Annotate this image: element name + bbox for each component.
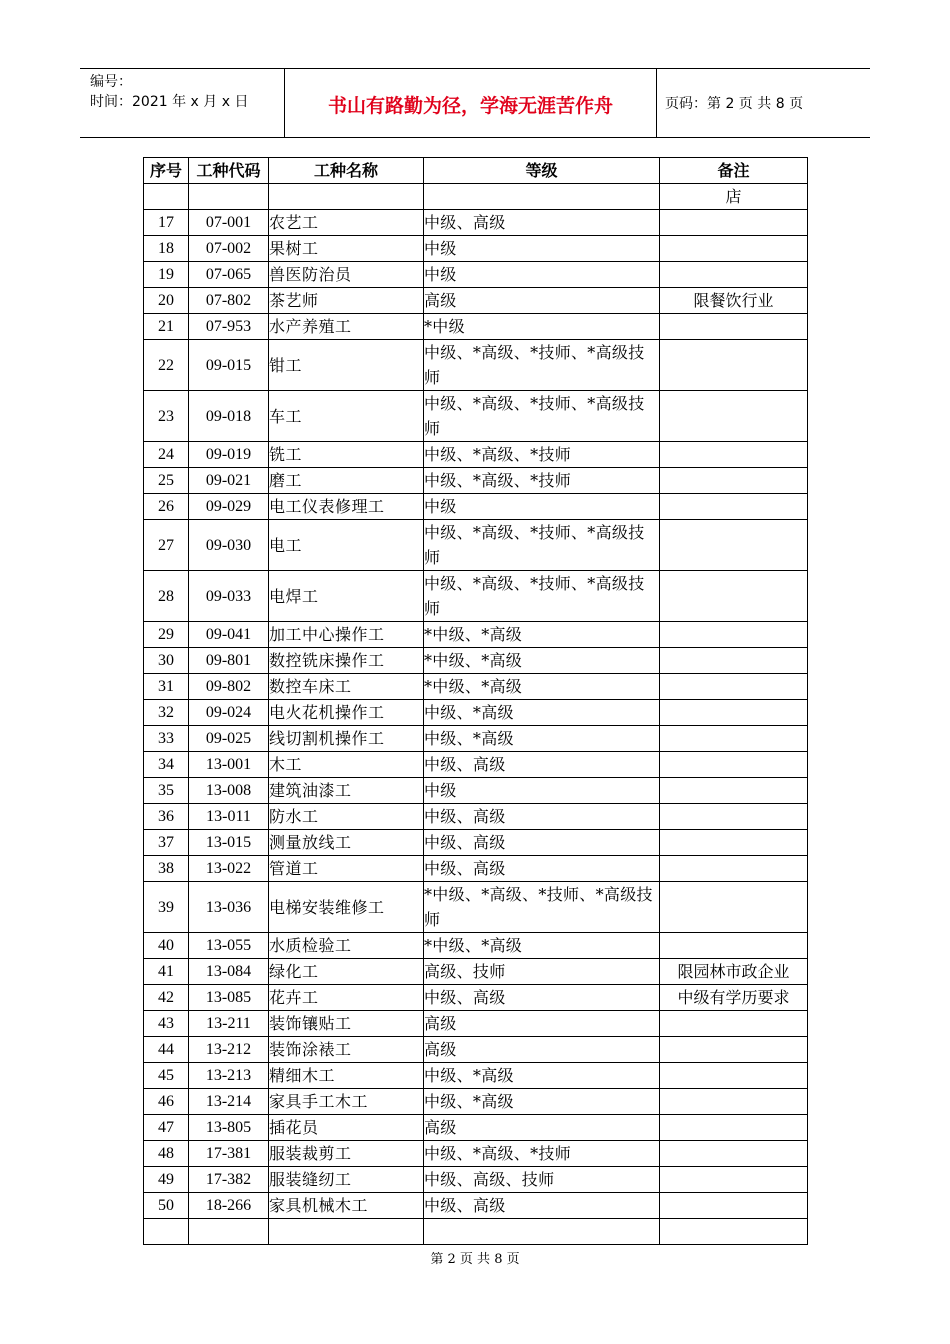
cell-name: 测量放线工 <box>269 830 424 856</box>
cell-name: 建筑油漆工 <box>269 778 424 804</box>
document-time-label: 时间：2021 年 x 月 x 日 <box>90 94 249 110</box>
cell-no: 50 <box>144 1193 189 1219</box>
cell-name: 数控铣床操作工 <box>269 648 424 674</box>
cell-name: 装饰涂裱工 <box>269 1037 424 1063</box>
header-motto-cell <box>285 69 657 137</box>
cell-code: 09-033 <box>189 571 269 622</box>
table-row <box>144 1011 808 1037</box>
cell-code: 07-001 <box>189 210 269 236</box>
cell-code: 13-213 <box>189 1063 269 1089</box>
cell-grade: 中级、高级 <box>424 210 660 236</box>
cell-name: 绿化工 <box>269 959 424 985</box>
cell-note <box>660 700 808 726</box>
table-row <box>144 314 808 340</box>
cell-grade: *中级、*高级、*技师、*高级技师 <box>424 882 660 933</box>
cell-no: 25 <box>144 468 189 494</box>
cell-grade: 中级、高级 <box>424 856 660 882</box>
cell-grade: 中级、*高级 <box>424 1063 660 1089</box>
table-row <box>144 1167 808 1193</box>
cell-grade: 中级、高级 <box>424 804 660 830</box>
cell-code: 13-022 <box>189 856 269 882</box>
cell-note <box>660 1037 808 1063</box>
cell-code: 13-214 <box>189 1089 269 1115</box>
cell-name: 磨工 <box>269 468 424 494</box>
cell-note <box>660 520 808 571</box>
table-row <box>144 804 808 830</box>
cell-name: 防水工 <box>269 804 424 830</box>
cell-no: 44 <box>144 1037 189 1063</box>
cell-grade: 中级、*高级 <box>424 1089 660 1115</box>
cell-code: 13-036 <box>189 882 269 933</box>
cell-note <box>660 648 808 674</box>
cell-code: 09-024 <box>189 700 269 726</box>
cell-name: 电工 <box>269 520 424 571</box>
cell-grade: *中级 <box>424 314 660 340</box>
column-header-note: 备注 <box>660 158 808 184</box>
cell-no: 18 <box>144 236 189 262</box>
cell-no: 29 <box>144 622 189 648</box>
table-row <box>144 184 808 210</box>
cell-grade: 高级 <box>424 1011 660 1037</box>
table-row <box>144 985 808 1011</box>
cell-grade <box>424 1219 660 1245</box>
cell-no: 30 <box>144 648 189 674</box>
column-header-name: 工种名称 <box>269 158 424 184</box>
table-row <box>144 391 808 442</box>
cell-note <box>660 1141 808 1167</box>
header-motto: 书山有路勤为径，学海无涯苦作舟 <box>327 95 613 117</box>
cell-code: 13-084 <box>189 959 269 985</box>
cell-code: 07-002 <box>189 236 269 262</box>
header-page-cell <box>657 69 870 137</box>
cell-no: 19 <box>144 262 189 288</box>
cell-no: 20 <box>144 288 189 314</box>
table-row <box>144 648 808 674</box>
cell-name: 木工 <box>269 752 424 778</box>
cell-note <box>660 314 808 340</box>
cell-grade <box>424 184 660 210</box>
cell-no: 26 <box>144 494 189 520</box>
cell-name: 精细木工 <box>269 1063 424 1089</box>
cell-name <box>269 1219 424 1245</box>
cell-no: 32 <box>144 700 189 726</box>
cell-no: 35 <box>144 778 189 804</box>
table-row <box>144 1037 808 1063</box>
cell-no: 37 <box>144 830 189 856</box>
cell-note <box>660 1011 808 1037</box>
cell-grade: 高级 <box>424 1115 660 1141</box>
cell-no: 22 <box>144 340 189 391</box>
cell-note <box>660 494 808 520</box>
cell-code: 09-030 <box>189 520 269 571</box>
cell-no: 48 <box>144 1141 189 1167</box>
cell-note <box>660 804 808 830</box>
cell-no <box>144 184 189 210</box>
cell-note: 限餐饮行业 <box>660 288 808 314</box>
cell-grade: 高级 <box>424 1037 660 1063</box>
cell-name: 插花员 <box>269 1115 424 1141</box>
cell-no: 41 <box>144 959 189 985</box>
cell-code: 17-382 <box>189 1167 269 1193</box>
table-row <box>144 959 808 985</box>
cell-note: 店 <box>660 184 808 210</box>
table-row <box>144 468 808 494</box>
cell-note <box>660 340 808 391</box>
table-row <box>144 520 808 571</box>
cell-code: 09-019 <box>189 442 269 468</box>
table-row <box>144 1115 808 1141</box>
cell-no: 17 <box>144 210 189 236</box>
cell-name: 管道工 <box>269 856 424 882</box>
cell-no: 47 <box>144 1115 189 1141</box>
cell-no: 45 <box>144 1063 189 1089</box>
cell-name: 钳工 <box>269 340 424 391</box>
table-row <box>144 494 808 520</box>
column-header-no: 序号 <box>144 158 189 184</box>
cell-note <box>660 674 808 700</box>
cell-name: 农艺工 <box>269 210 424 236</box>
cell-name: 铣工 <box>269 442 424 468</box>
cell-note: 中级有学历要求 <box>660 985 808 1011</box>
table-row <box>144 726 808 752</box>
column-header-code: 工种代码 <box>189 158 269 184</box>
cell-grade: 中级、高级 <box>424 1193 660 1219</box>
cell-no <box>144 1219 189 1245</box>
cell-grade: 中级 <box>424 262 660 288</box>
cell-name: 电工仪表修理工 <box>269 494 424 520</box>
table-row <box>144 442 808 468</box>
cell-name: 电焊工 <box>269 571 424 622</box>
cell-code <box>189 184 269 210</box>
column-header-grade: 等级 <box>424 158 660 184</box>
table-row <box>144 571 808 622</box>
cell-name: 服装裁剪工 <box>269 1141 424 1167</box>
cell-name: 家具手工木工 <box>269 1089 424 1115</box>
cell-name: 兽医防治员 <box>269 262 424 288</box>
cell-grade: 中级、*高级 <box>424 700 660 726</box>
cell-note <box>660 622 808 648</box>
cell-no: 33 <box>144 726 189 752</box>
cell-note <box>660 236 808 262</box>
cell-no: 34 <box>144 752 189 778</box>
cell-grade: 中级 <box>424 494 660 520</box>
table-row <box>144 262 808 288</box>
cell-name: 果树工 <box>269 236 424 262</box>
cell-note <box>660 1193 808 1219</box>
cell-grade: 高级 <box>424 288 660 314</box>
table-row <box>144 1193 808 1219</box>
cell-name: 装饰镶贴工 <box>269 1011 424 1037</box>
cell-code: 13-211 <box>189 1011 269 1037</box>
cell-grade: 中级、*高级、*技师、*高级技师 <box>424 571 660 622</box>
table-row <box>144 778 808 804</box>
cell-no: 43 <box>144 1011 189 1037</box>
cell-grade: 中级、高级 <box>424 830 660 856</box>
cell-grade: 中级、*高级、*技师 <box>424 442 660 468</box>
table-row <box>144 210 808 236</box>
cell-note <box>660 830 808 856</box>
cell-note <box>660 262 808 288</box>
table-row <box>144 830 808 856</box>
cell-name: 电火花机操作工 <box>269 700 424 726</box>
cell-note <box>660 778 808 804</box>
cell-note <box>660 1167 808 1193</box>
cell-no: 40 <box>144 933 189 959</box>
cell-note <box>660 1219 808 1245</box>
cell-code: 13-015 <box>189 830 269 856</box>
cell-note <box>660 1089 808 1115</box>
table-row <box>144 752 808 778</box>
cell-note <box>660 468 808 494</box>
cell-no: 23 <box>144 391 189 442</box>
cell-note <box>660 726 808 752</box>
table-row <box>144 674 808 700</box>
cell-name: 水产养殖工 <box>269 314 424 340</box>
cell-code: 07-065 <box>189 262 269 288</box>
cell-code: 09-015 <box>189 340 269 391</box>
cell-code: 13-008 <box>189 778 269 804</box>
cell-grade: 中级、*高级、*技师 <box>424 468 660 494</box>
cell-code: 13-055 <box>189 933 269 959</box>
cell-code <box>189 1219 269 1245</box>
cell-grade: 中级、高级 <box>424 985 660 1011</box>
cell-code: 09-025 <box>189 726 269 752</box>
cell-name <box>269 184 424 210</box>
table-row <box>144 1219 808 1245</box>
cell-code: 07-953 <box>189 314 269 340</box>
cell-code: 09-021 <box>189 468 269 494</box>
cell-name: 花卉工 <box>269 985 424 1011</box>
cell-note <box>660 571 808 622</box>
cell-note <box>660 391 808 442</box>
cell-code: 13-011 <box>189 804 269 830</box>
cell-no: 27 <box>144 520 189 571</box>
table-row <box>144 1063 808 1089</box>
cell-grade: 中级、*高级、*技师、*高级技师 <box>424 520 660 571</box>
cell-no: 28 <box>144 571 189 622</box>
cell-name: 家具机械木工 <box>269 1193 424 1219</box>
document-number-label: 编号： <box>90 74 132 90</box>
cell-no: 39 <box>144 882 189 933</box>
cell-grade: *中级、*高级 <box>424 622 660 648</box>
cell-name: 车工 <box>269 391 424 442</box>
cell-no: 36 <box>144 804 189 830</box>
cell-no: 21 <box>144 314 189 340</box>
cell-code: 13-085 <box>189 985 269 1011</box>
table-row <box>144 340 808 391</box>
cell-note <box>660 882 808 933</box>
cell-grade: 中级 <box>424 778 660 804</box>
cell-grade: 中级、*高级、*技师 <box>424 1141 660 1167</box>
table-row <box>144 236 808 262</box>
cell-name: 水质检验工 <box>269 933 424 959</box>
cell-note <box>660 442 808 468</box>
cell-grade: 中级、*高级、*技师、*高级技师 <box>424 391 660 442</box>
table-row <box>144 288 808 314</box>
cell-code: 13-805 <box>189 1115 269 1141</box>
cell-code: 09-802 <box>189 674 269 700</box>
cell-code: 07-802 <box>189 288 269 314</box>
table-row <box>144 882 808 933</box>
cell-grade: *中级、*高级 <box>424 674 660 700</box>
cell-name: 电梯安装维修工 <box>269 882 424 933</box>
cell-grade: 中级、高级 <box>424 752 660 778</box>
table-row <box>144 1141 808 1167</box>
cell-note <box>660 856 808 882</box>
table-row <box>144 700 808 726</box>
cell-no: 46 <box>144 1089 189 1115</box>
cell-note <box>660 1115 808 1141</box>
occupation-table <box>143 157 808 1245</box>
cell-no: 38 <box>144 856 189 882</box>
header-meta-cell <box>80 69 285 137</box>
page-footer: 第 2 页 共 8 页 <box>430 1252 520 1267</box>
table-row <box>144 933 808 959</box>
cell-code: 18-266 <box>189 1193 269 1219</box>
cell-no: 49 <box>144 1167 189 1193</box>
cell-grade: *中级、*高级 <box>424 648 660 674</box>
cell-code: 13-212 <box>189 1037 269 1063</box>
cell-grade: *中级、*高级 <box>424 933 660 959</box>
cell-name: 线切割机操作工 <box>269 726 424 752</box>
cell-code: 09-018 <box>189 391 269 442</box>
cell-code: 09-041 <box>189 622 269 648</box>
cell-grade: 中级 <box>424 236 660 262</box>
cell-note: 限园林市政企业 <box>660 959 808 985</box>
table-row <box>144 856 808 882</box>
table-row <box>144 622 808 648</box>
cell-note <box>660 1063 808 1089</box>
cell-note <box>660 933 808 959</box>
cell-code: 09-029 <box>189 494 269 520</box>
cell-no: 31 <box>144 674 189 700</box>
cell-code: 13-001 <box>189 752 269 778</box>
cell-no: 24 <box>144 442 189 468</box>
cell-code: 17-381 <box>189 1141 269 1167</box>
cell-code: 09-801 <box>189 648 269 674</box>
cell-grade: 中级、*高级 <box>424 726 660 752</box>
cell-note <box>660 210 808 236</box>
cell-grade: 高级、技师 <box>424 959 660 985</box>
cell-note <box>660 752 808 778</box>
table-header-row <box>144 158 808 184</box>
cell-grade: 中级、高级、技师 <box>424 1167 660 1193</box>
cell-grade: 中级、*高级、*技师、*高级技师 <box>424 340 660 391</box>
table-row <box>144 1089 808 1115</box>
header-page-number: 页码：第 2 页 共 8 页 <box>665 96 804 112</box>
cell-name: 服装缝纫工 <box>269 1167 424 1193</box>
cell-name: 茶艺师 <box>269 288 424 314</box>
cell-name: 加工中心操作工 <box>269 622 424 648</box>
document-header <box>80 68 870 138</box>
cell-name: 数控车床工 <box>269 674 424 700</box>
cell-no: 42 <box>144 985 189 1011</box>
